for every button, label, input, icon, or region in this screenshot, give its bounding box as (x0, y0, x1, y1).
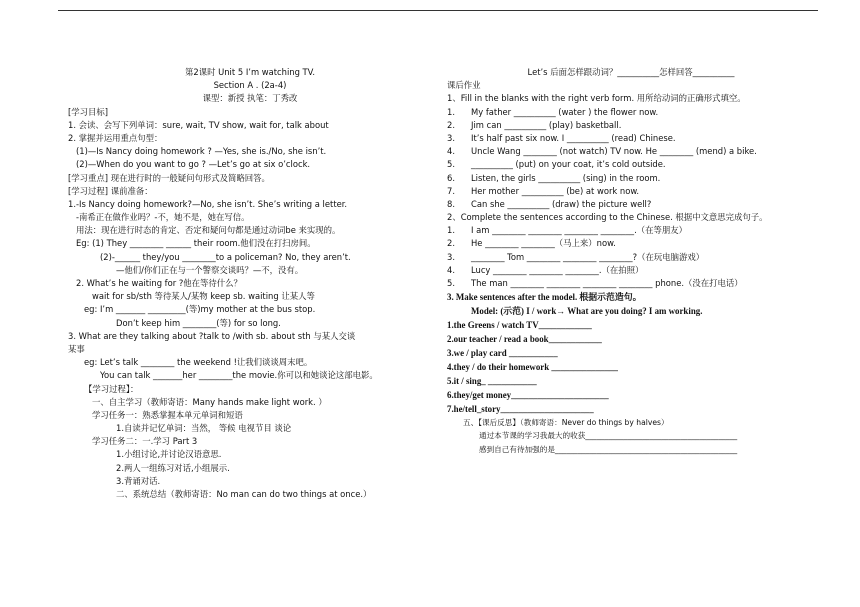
left-line-31: 2.两人一组练习对话,小组展示. (116, 462, 230, 473)
left-line-2: Section A . (2a-4) (213, 80, 287, 91)
task3-item-3: 3.we / play card ___________ (447, 348, 558, 359)
task2-item-number: 3. (447, 251, 455, 262)
task2-item-text: ________ Tom ________ ________ ________?（在玩电脑游戏） (471, 251, 705, 262)
right-column (447, 66, 815, 456)
left-line-11: 1.-Is Nancy doing homework?—No, she isn’t. She’s writing a letter. (68, 198, 348, 209)
left-line-9: [学习重点] 现在进行时的一般疑问句形式及简略回答。 (68, 172, 270, 183)
reflection-line-3: 感到自己有待加强的是________________________________________________ (479, 444, 738, 454)
task1-item-number: 2. (447, 119, 455, 130)
left-line-18: wait for sb/sth 等待某人/某物 keep sb. waiting 让某人等 (92, 291, 315, 302)
task1-item-number: 5. (447, 159, 455, 170)
left-line-19: eg: I’m _______ _________(等)my mother at the bus stop. (84, 304, 316, 315)
task1-item-text: Her mother __________ (be) at work now. (471, 185, 640, 196)
left-line-21: 3. What are they talking about ?talk to /with sb. about sth 与某人交谈 (68, 330, 356, 341)
left-column (68, 66, 432, 501)
reflection-line-2: 通过本节课的学习我最大的收获________________________________________ (479, 431, 738, 441)
task2-item-2 (447, 237, 815, 250)
task3-item-5: 5.it / sing_ ___________ (447, 376, 537, 387)
left-line-15: (2)-______ they/you ________to a policeman? No, they aren’t. (100, 251, 351, 262)
lets-question: Let’s 后面怎样跟动词？__________怎样回答__________ (527, 67, 735, 77)
task1-item-8 (447, 198, 815, 211)
left-line-28: 1.自读并记忆单词：当然， 等候 电视节目 谈论 (116, 423, 292, 434)
left-line-10: [学习过程] 课前准备： (68, 185, 153, 196)
left-line-32: 3.背诵对话. (116, 475, 161, 486)
task1-item-number: 6. (447, 172, 455, 183)
task2-item-text: I am ________ ________ ________ ________.（在等朋友） (471, 225, 687, 236)
left-line-17: 2. What’s he waiting for ?他在等待什么？ (76, 278, 242, 288)
task1-item-2 (447, 119, 815, 132)
left-line-12: -南希正在做作业吗？-不，她不是，她在写信。 (76, 212, 250, 223)
left-line-1: 第2课时 Unit 5 I’m watching TV. (185, 67, 315, 77)
task1-item-text: __________ (put) on your coat, it’s cold outside. (471, 159, 666, 170)
task1-item-text: Jim can __________ (play) basketball. (471, 119, 622, 130)
left-line-16: —他们/你们正在与一个警察交谈吗？—不，没有。 (116, 264, 304, 275)
task1-item-text: Uncle Wang ________ (not watch) TV now. He ________ (mend) a bike. (471, 146, 757, 157)
task1-item-number: 3. (447, 132, 455, 143)
task2-list (447, 224, 815, 290)
left-line-22: 某事 (68, 343, 85, 354)
task1-item-text: My father __________ (water ) the flower now. (471, 106, 659, 117)
task2-item-number: 1. (447, 225, 455, 236)
left-line-27: 学习任务一：熟悉掌握本单元单词和短语 (92, 409, 243, 420)
task1-item-text: It’s half past six now. I __________ (read) Chinese. (471, 132, 676, 143)
task1-item-7 (447, 185, 815, 198)
left-line-13: 用法：现在进行时态的肯定、否定和疑问句都是通过动词be 来实现的。 (76, 225, 341, 236)
task2-item-number: 2. (447, 238, 455, 249)
left-line-30: 1.小组讨论,并讨论汉语意思. (116, 449, 222, 460)
left-line-6: 2. 掌握并运用重点句型： (68, 132, 163, 143)
task1-item-text: Listen, the girls __________ (sing) in the room. (471, 172, 661, 183)
left-line-8: (2)—When do you want to go ? —Let’s go at six o’clock. (76, 159, 311, 170)
task2-item-text: He ________ ________（马上来）now. (471, 238, 616, 249)
task3-item-7: 7.he/tell_story_____________________ (447, 404, 594, 415)
left-line-7: (1)—Is Nancy doing homework ? —Yes, she is./No, she isn’t. (76, 146, 327, 157)
task1-item-3 (447, 132, 815, 145)
left-line-14: Eg: (1) They ________ ______ their room.他们没在打扫房间。 (76, 238, 316, 249)
left-line-4: [学习目标] (68, 106, 109, 117)
task3-title: 3. Make sentences after the model. 根据示范造句。 (447, 292, 642, 303)
model-sentence: Model: (示范) I / work→ What are you doing? I am working. (471, 306, 703, 317)
left-line-26: 一、自主学习（教师寄语：Many hands make light work. ） (92, 396, 327, 407)
reflection-section (447, 416, 815, 456)
left-line-24: You can talk _______her ________the movie.你可以和她谈论这部电影。 (100, 370, 378, 381)
task3-item-6: 6.they/get money______________________ (447, 390, 609, 401)
left-line-33: 二、系统总结（教师寄语：No man can do two things at once.） (116, 489, 372, 499)
task2-item-5 (447, 277, 815, 290)
homework-title: 课后作业 (447, 80, 481, 91)
left-line-3: 课型：新授 执笔：丁秀改 (202, 93, 298, 104)
task1-item-number: 4. (447, 146, 455, 157)
task1-item-text: Can she __________ (draw) the picture well? (471, 198, 652, 209)
task1-item-6 (447, 172, 815, 185)
top-rule (58, 10, 818, 11)
task1-item-number: 7. (447, 185, 455, 196)
left-line-5: 1. 会读、会写下列单词：sure, wait, TV show, wait for, talk about (68, 119, 329, 130)
task2-item-number: 5. (447, 278, 455, 289)
task1-item-1 (447, 106, 815, 119)
left-line-20: Don’t keep him ________(等) for so long. (116, 317, 281, 328)
task1-item-4 (447, 145, 815, 158)
task2-item-4 (447, 264, 815, 277)
task3-item-4: 4.they / do their homework _______________ (447, 362, 618, 373)
task2-item-number: 4. (447, 264, 455, 275)
left-line-29: 学习任务二：一.学习 Part 3 (92, 436, 198, 447)
task3-item-2: 2.our teacher / read a book____________ (447, 334, 602, 345)
left-line-25: 【学习过程】： (84, 383, 139, 394)
task2-title: 2、Complete the sentences according to the Chinese. 根据中文意思完成句子。 (447, 212, 768, 223)
task1-item-5 (447, 158, 815, 171)
left-line-23: eg: Let’s talk ________ the weekend !让我们谈谈周末吧。 (84, 357, 313, 368)
task3-item-1: 1.the Greens / watch TV____________ (447, 320, 592, 331)
task1-title: 1、Fill in the blanks with the right verb form. 用所给动词的正确形式填空。 (447, 93, 746, 104)
task2-item-text: The man ________ ________ ________ ________ phone.（没在打电话） (471, 278, 743, 289)
task2-item-3 (447, 251, 815, 264)
task1-list (447, 106, 815, 212)
task1-item-number: 1. (447, 106, 455, 117)
task3-list (447, 318, 815, 416)
task2-item-1 (447, 224, 815, 237)
task2-item-text: Lucy ________ ________ ________.（在拍照） (471, 264, 644, 275)
task1-item-number: 8. (447, 198, 455, 209)
reflection-line-1: 五、【课后反思】（教师寄语：Never do things by halves） (463, 418, 669, 428)
